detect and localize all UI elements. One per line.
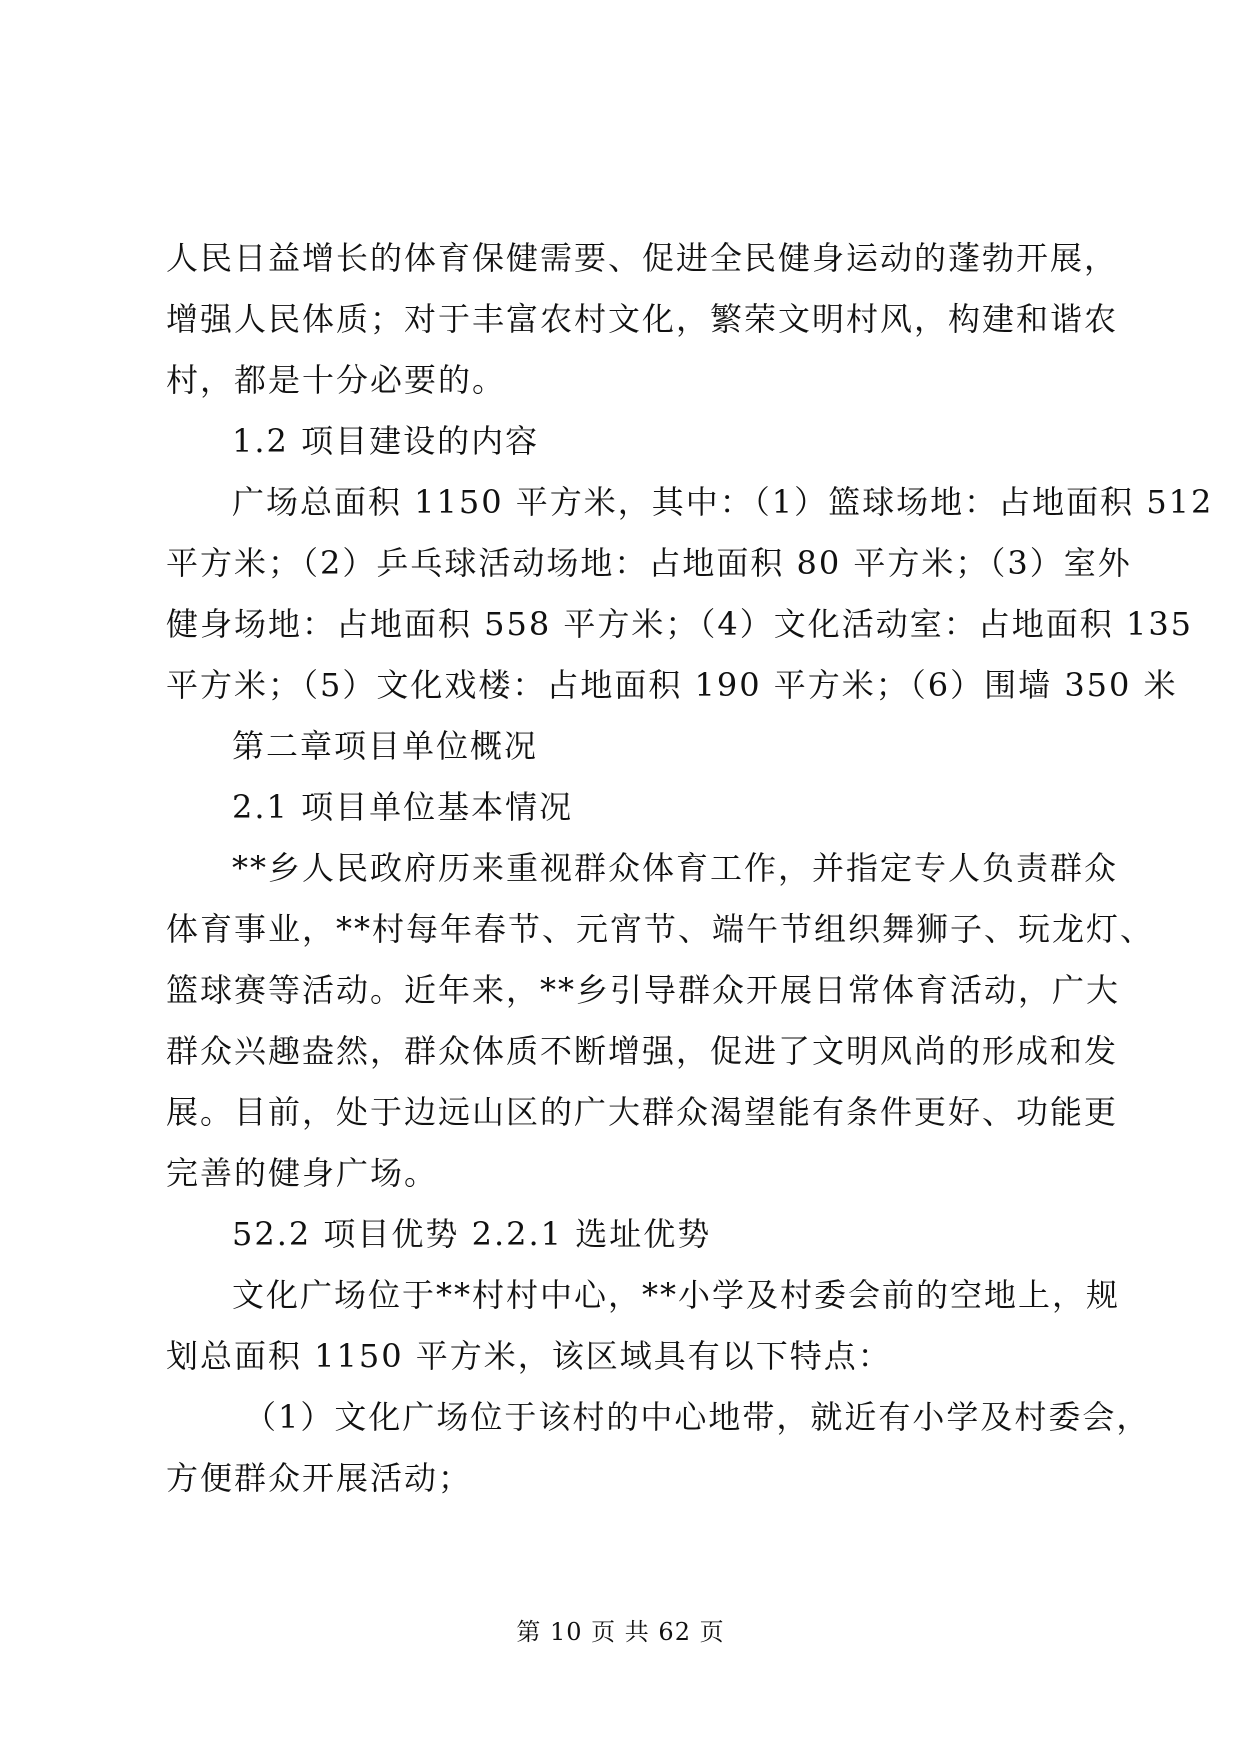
paragraph-line: 方便群众开展活动；	[166, 1459, 473, 1497]
document-body	[166, 228, 1214, 1509]
paragraph-line: 平方米；（5）文化戏楼：占地面积 190 平方米；（6）围墙 350 米	[166, 666, 1178, 704]
paragraph-line: **乡人民政府历来重视群众体育工作，并指定专人负责群众	[232, 849, 1119, 887]
paragraph-line: 增强人民体质；对于丰富农村文化，繁荣文明村风，构建和谐农	[166, 300, 1119, 338]
paragraph-line: 体育事业，**村每年春节、元宵节、端午节组织舞狮子、玩龙灯、	[166, 910, 1155, 948]
paragraph-line: 人民日益增长的体育保健需要、促进全民健身运动的蓬勃开展，	[166, 239, 1119, 277]
paragraph-line: 展。目前，处于边远山区的广大群众渴望能有条件更好、功能更	[166, 1093, 1119, 1131]
paragraph-line: 广场总面积 1150 平方米，其中：（1）篮球场地：占地面积 512	[232, 483, 1214, 521]
paragraph-line: 文化广场位于**村村中心，**小学及村委会前的空地上，规	[232, 1276, 1121, 1314]
section-heading: 2.1 项目单位基本情况	[232, 788, 574, 826]
paragraph-line: 划总面积 1150 平方米，该区域具有以下特点：	[166, 1337, 892, 1375]
paragraph-line: 群众兴趣盎然，群众体质不断增强，促进了文明风尚的形成和发	[166, 1032, 1119, 1070]
section-heading: 1.2 项目建设的内容	[232, 422, 540, 460]
paragraph-line: （1）文化广场位于该村的中心地带，就近有小学及村委会，	[244, 1398, 1151, 1436]
paragraph-line: 平方米；（2）乒乓球活动场地：占地面积 80 平方米；（3）室外	[166, 544, 1132, 582]
page-number-footer: 第 10 页 共 62 页	[516, 1618, 725, 1646]
paragraph-line: 完善的健身广场。	[166, 1154, 439, 1192]
chapter-heading: 第二章项目单位概况	[232, 727, 539, 765]
paragraph-line: 篮球赛等活动。近年来，**乡引导群众开展日常体育活动，广大	[166, 971, 1121, 1009]
paragraph-line: 村，都是十分必要的。	[166, 361, 507, 399]
section-heading: 52.2 项目优势 2.2.1 选址优势	[232, 1215, 712, 1253]
paragraph-line: 健身场地：占地面积 558 平方米；（4）文化活动室：占地面积 135	[166, 605, 1194, 643]
